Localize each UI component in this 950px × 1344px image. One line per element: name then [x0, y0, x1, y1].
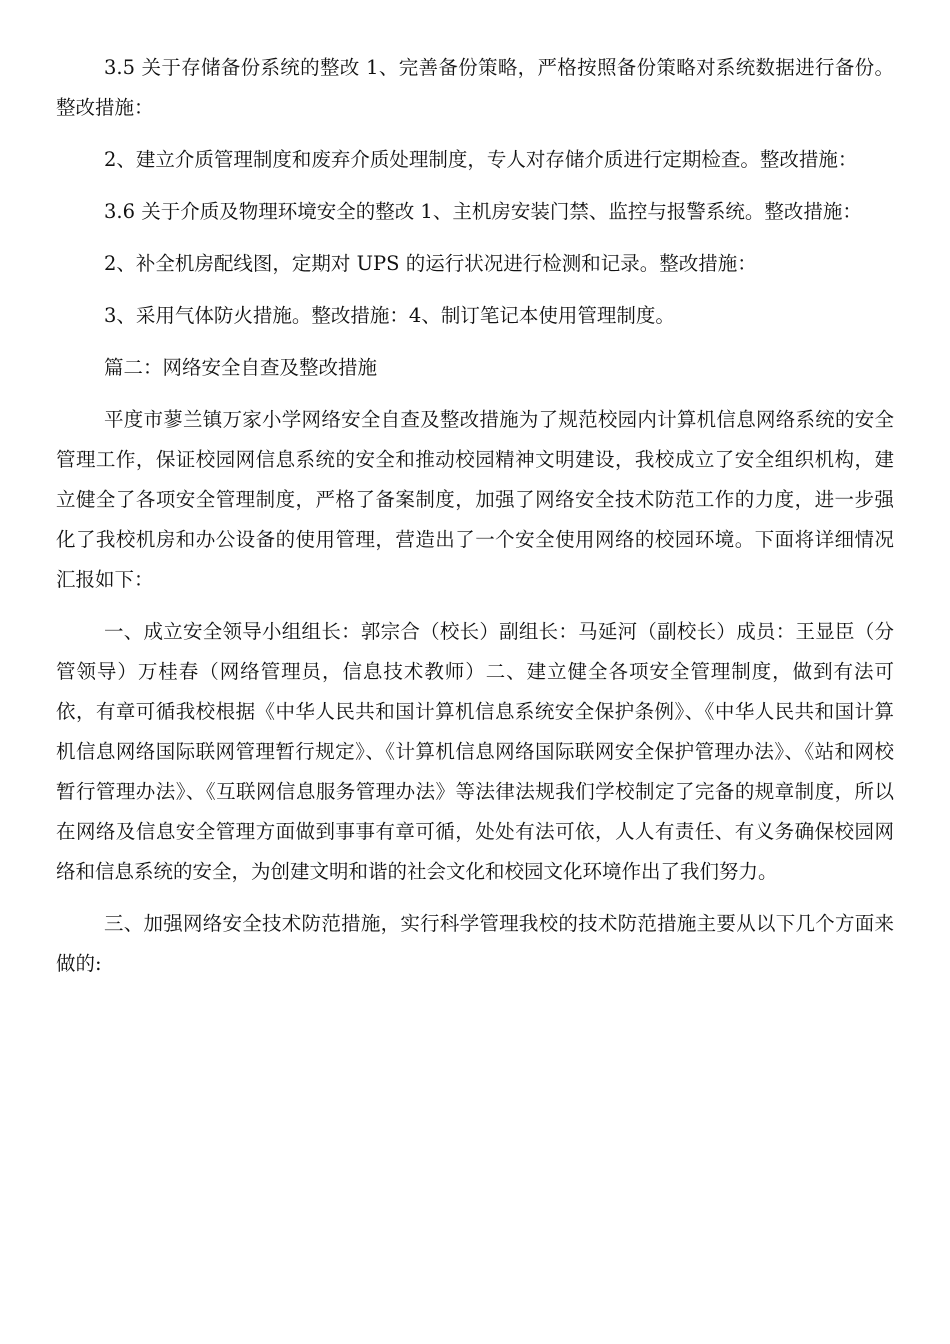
- paragraph-technical-measures: 三、加强网络安全技术防范措施，实行科学管理我校的技术防范措施主要从以下几个方面来做的:: [56, 912, 894, 975]
- paragraph-3-5-backup: 3.5 关于存储备份系统的整改 1、完善备份策略，严格按照备份策略对系统数据进行备份。整改措施：: [56, 56, 894, 119]
- paragraph-intro: 平度市蓼兰镇万家小学网络安全自查及整改措施为了规范校园内计算机信息网络系统的安全管理工作，保证校园网信息系统的安全和推动校园精神文明建设，我校成立了安全组织机构，建立健全了各项安全管理制度，严格了备案制度，加强了网络安全技术防范工作的力度，进一步强化了我校机房和办公设备的使用管理，营造出了一个安全使用网络的校园环境。下面将详细情况汇报如下：: [56, 408, 894, 591]
- paragraph-leadership-regulations: 一、成立安全领导小组组长：郭宗合（校长）副组长：马延河（副校长）成员：王显臣（分管领导）万桂春（网络管理员，信息技术教师）二、建立健全各项安全管理制度，做到有法可依，有章可循我校根据《中华人民共和国计算机信息系统安全保护条例》、《中华人民共和国计算机信息网络国际联网管理暂行规定》、《计算机信息网络国际联网安全保护管理办法》、《站和网校暂行管理办法》、《互联网信息服务管理办法》等法律法规我们学校制定了完备的规章制度，所以在网络及信息安全管理方面做到事事有章可循，处处有法可依，人人有责任、有义务确保校园网络和信息系统的安全，为创建文明和谐的社会文化和校园文化环境作出了我们努力。: [56, 620, 894, 883]
- document-body: [56, 48, 894, 984]
- paragraph-media-management: 2、建立介质管理制度和废弃介质处理制度，专人对存储介质进行定期检查。整改措施：: [104, 148, 858, 171]
- paragraph-wiring-ups: 2、补全机房配线图，定期对 UPS 的运行状况进行检测和记录。整改措施：: [104, 252, 757, 275]
- paragraph-fire-laptop: 3、采用气体防火措施。整改措施：4、制订笔记本使用管理制度。: [104, 304, 675, 327]
- section-heading-part-two: 篇二：网络安全自查及整改措施: [104, 356, 378, 379]
- paragraph-3-6-physical-security: 3.6 关于介质及物理环境安全的整改 1、主机房安装门禁、监控与报警系统。整改措施：: [104, 200, 862, 223]
